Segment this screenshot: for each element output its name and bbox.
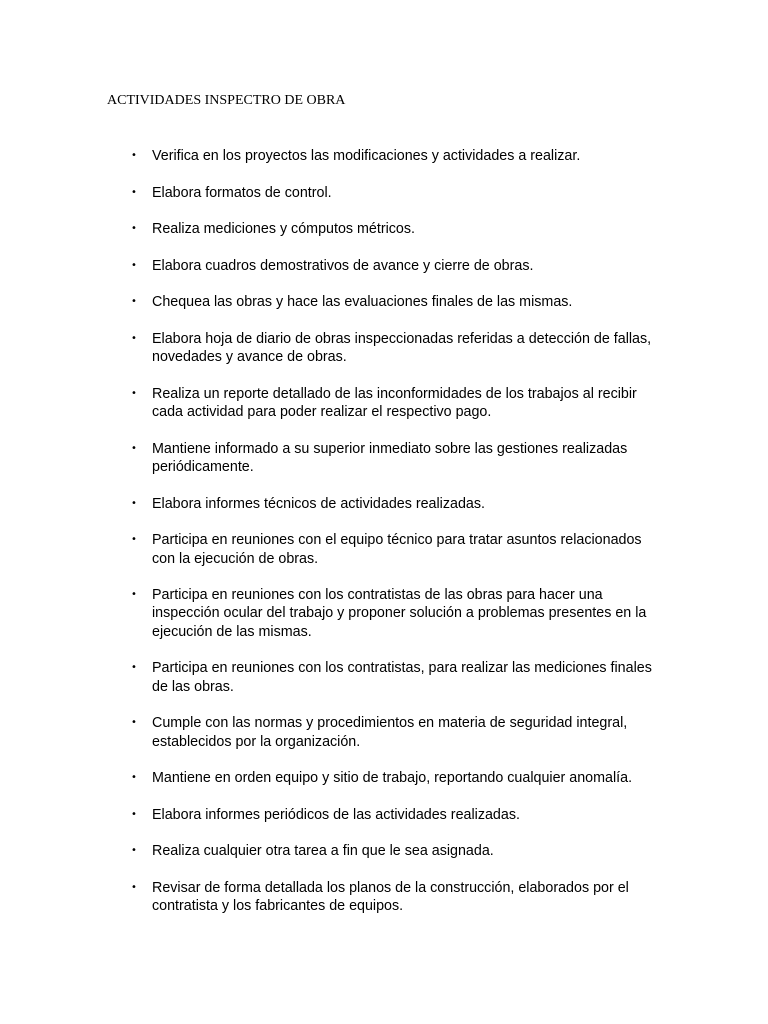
list-item	[131, 220, 662, 238]
list-item	[131, 440, 662, 477]
list-item-text: Participa en reuniones con los contratistas, para realizar las mediciones finales de las obras.	[152, 660, 652, 695]
list-item-text: Realiza un reporte detallado de las inconformidades de los trabajos al recibir cada actividad para poder realizar el respectivo pago.	[152, 385, 637, 421]
list-item-text: Mantiene en orden equipo y sitio de trabajo, reportando cualquier anomalía.	[152, 770, 633, 787]
list-item-text: Verifica en los proyectos las modificaciones y actividades a realizar.	[152, 148, 581, 164]
bullet-icon: •	[131, 717, 137, 729]
list-item	[131, 257, 662, 275]
list-item	[131, 330, 662, 367]
bullet-icon: •	[131, 186, 137, 198]
bullet-icon: •	[131, 150, 137, 161]
list-item-text: Chequea las obras y hace las evaluaciones finales de las mismas.	[152, 294, 573, 311]
list-item	[131, 714, 662, 751]
list-item-text: Mantiene informado a su superior inmediato sobre las gestiones realizadas periódicamente.	[152, 440, 628, 476]
bullet-icon: •	[131, 332, 137, 344]
list-item	[131, 531, 662, 568]
bullet-icon: •	[131, 497, 137, 509]
list-item-text: Elabora cuadros demostrativos de avance y cierre de obras.	[152, 257, 534, 274]
list-item-text: Realiza mediciones y cómputos métricos.	[152, 221, 416, 238]
bullet-icon: •	[131, 772, 137, 784]
document-title: ACTIVIDADES INSPECTRO DE OBRA	[107, 93, 346, 108]
bullet-icon: •	[131, 589, 137, 601]
list-item	[131, 147, 662, 165]
list-item-text: Realiza cualquier otra tarea a fin que le sea asignada.	[152, 843, 494, 860]
bullet-icon: •	[131, 845, 137, 857]
list-item	[131, 495, 662, 513]
list-item	[131, 769, 662, 787]
list-item-text: Elabora informes periódicos de las actividades realizadas.	[152, 806, 520, 823]
bullet-icon: •	[131, 534, 137, 546]
list-item	[131, 806, 662, 824]
list-item	[131, 293, 662, 311]
list-item	[131, 586, 662, 641]
list-item-text: Cumple con las normas y procedimientos en materia de seguridad integral, establecidos por la organización.	[152, 715, 628, 750]
bullet-icon: •	[131, 296, 137, 308]
bullet-icon: •	[131, 881, 137, 893]
bullet-icon: •	[131, 442, 137, 454]
list-item-text: Participa en reuniones con el equipo técnico para tratar asuntos relacionados con la ejecución de obras.	[152, 532, 642, 567]
list-item	[131, 842, 662, 860]
list-item-text: Revisar de forma detallada los planos de la construcción, elaborados por el contratista y los fabricantes de equipos.	[152, 879, 629, 915]
activity-list	[131, 147, 662, 934]
bullet-icon: •	[131, 662, 137, 674]
list-item-text: Elabora informes técnicos de actividades realizadas.	[152, 495, 485, 512]
bullet-icon: •	[131, 259, 137, 271]
list-item	[131, 879, 662, 916]
list-item	[131, 385, 662, 422]
bullet-icon: •	[131, 223, 137, 235]
list-item-text: Elabora hoja de diario de obras inspeccionadas referidas a detección de fallas, novedades y avance de obras.	[152, 330, 652, 366]
list-item	[131, 659, 662, 696]
list-item-text: Participa en reuniones con los contratistas de las obras para hacer una inspección ocular del trabajo y proponer solución a problemas presentes en la ejecución de las mismas.	[152, 587, 647, 640]
bullet-icon: •	[131, 387, 137, 399]
list-item	[131, 184, 662, 202]
list-item-text: Elabora formatos de control.	[152, 184, 332, 201]
bullet-icon: •	[131, 808, 137, 820]
